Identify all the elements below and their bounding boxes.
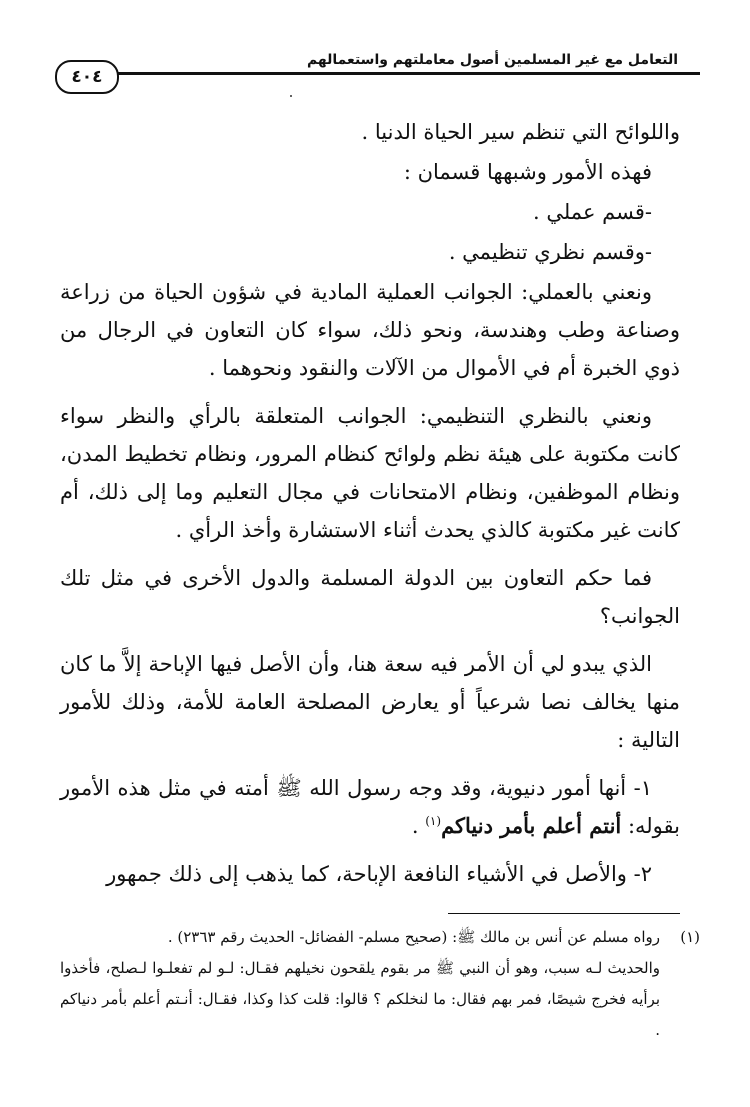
list-item: -وقسم نظري تنظيمي . (448, 240, 652, 264)
paragraph-question: فما حكم التعاون بين الدولة المسلمة والدول الأخرى في مثل تلك الجوانب؟ (60, 566, 680, 628)
footnote-ref: (١) (425, 814, 442, 828)
footnote-number: (١) (680, 928, 700, 946)
point-one-text: ١- أنها أمور دنيوية، وقد وجه رسول الله ﷺ أمته في مثل هذه الأمور بقوله: (60, 776, 680, 838)
point-one (60, 769, 680, 845)
main-text (60, 113, 680, 903)
list-item: -قسم عملي . (533, 200, 652, 224)
paragraph-practical: ونعني بالعملي: الجوانب العملية المادية في شؤون الحياة من زراعة وصناعة وطب وهندسة، ونحو ذلك، سواء كان التعاون في الرجال من ذوي الخبرة أم في الأموال من الآلات والنقود ونحوهما . (60, 280, 680, 380)
text-line: فهذه الأمور وشبهها قسمان : (403, 160, 652, 184)
point-two: ٢- والأصل في الأشياء النافعة الإباحة، كما يذهب إلى ذلك جمهور (106, 862, 652, 886)
text-line: واللوائح التي تنظم سير الحياة الدنيا . (361, 120, 680, 144)
paragraph-answer: الذي يبدو لي أن الأمر فيه سعة هنا، وأن الأصل فيها الإباحة إلاَّ ما كان منها يخالف نصا شرعياً أو يعارض المصلحة العامة للأمة، وذلك للأمور التالية : (60, 652, 680, 752)
running-title: التعامل مع غير المسلمين أصول معاملتهم واستعمالهم (306, 52, 678, 68)
footnote-continuation: والحديث لـه سبب، وهو أن النبي ﷺ مر بقوم يلقحون نخيلهم فقـال: لـو لم تفعلـوا لـصلح، فأخذوا برأيه فخرج شيصًا، فمر بهم فقال: ما لنخلكم ؟ قالوا: قلت كذا وكذا، فقـال: أنـتم أعلم بأمر دنياكم . (60, 959, 660, 1039)
hadith-quote: أنتم أعلم بأمر دنياكم (441, 813, 622, 838)
header-rule (117, 72, 700, 75)
page-number: ٤٠٤ (55, 60, 119, 94)
point-one-end: . (411, 814, 426, 838)
footnote-text: رواه مسلم عن أنس بن مالك ﷺ: (صحيح مسلم- الفضائل- الحديث رقم ٢٣٦٣) . (167, 928, 660, 946)
page-header (55, 42, 700, 92)
paragraph-theoretical: ونعني بالنظري التنظيمي: الجوانب المتعلقة بالرأي والنظر سواء كانت مكتوبة على هيئة نظم ولوائح كنظام المرور، ونظام تخطيط المدن، ونظام الموظفين، ونظام الامتحانات في مجال التعليم وما إلى ذلك، أم كانت غير مكتوبة كالذي يحدث أثناء الاستشارة وأخذ الرأي . (60, 404, 680, 542)
footnote-rule (448, 913, 680, 914)
footnote-one (60, 922, 700, 953)
scan-speck (290, 95, 292, 97)
footnotes (60, 922, 700, 1046)
